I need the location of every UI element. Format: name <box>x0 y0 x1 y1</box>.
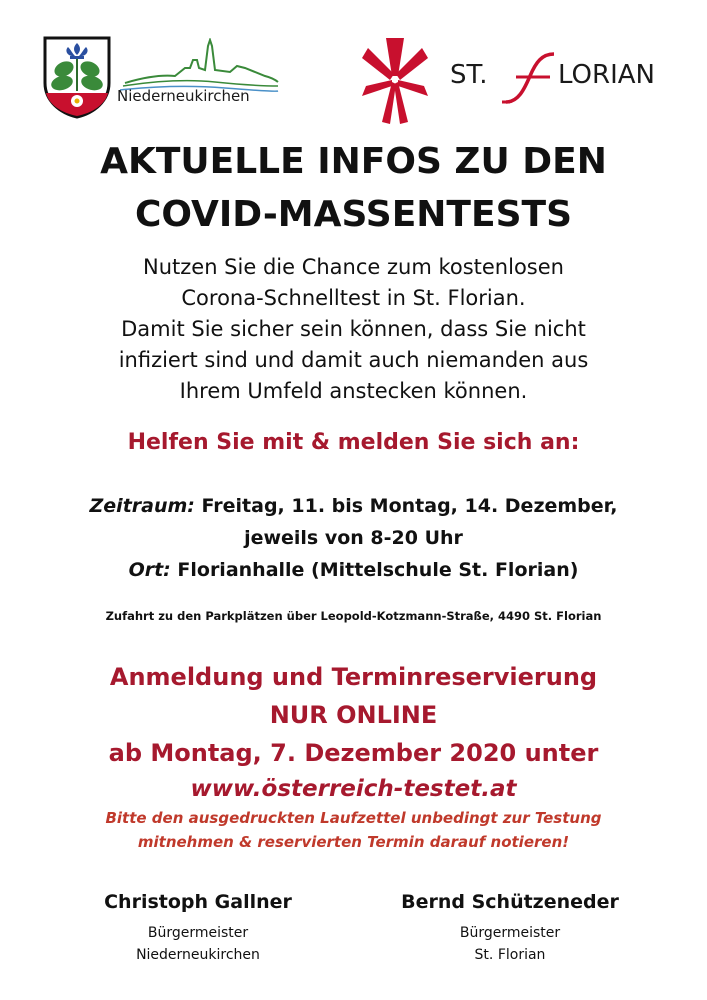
registration-line-3: ab Montag, 7. Dezember 2020 unter <box>108 739 599 767</box>
signer-place: St. Florian <box>474 947 546 963</box>
signer-role: Bürgermeister <box>459 925 561 941</box>
registration-line-2: NUR ONLINE <box>269 701 438 729</box>
signature-schuetzeneder <box>360 888 660 966</box>
printout-note-line-1: Bitte den ausgedruckten Laufzettel unbedingt zur Testung <box>105 809 602 827</box>
signer-name: Christoph Gallner <box>104 891 292 913</box>
niederneukirchen-logo <box>115 38 280 113</box>
intro-line: Corona-Schnelltest in St. Florian. <box>181 286 526 310</box>
signer-place: Niederneukirchen <box>136 947 260 963</box>
intro-line: Ihrem Umfeld anstecken können. <box>179 379 528 403</box>
place-line <box>0 554 707 586</box>
place-value: Florianhalle (Mittelschule St. Florian) <box>170 559 579 581</box>
call-to-action: Helfen Sie mit & melden Sie sich an: <box>127 430 580 455</box>
period-value: Freitag, 11. bis Montag, 14. Dezember, <box>194 495 618 517</box>
page-title-line-1: AKTUELLE INFOS ZU DEN <box>100 141 607 182</box>
signature-gallner <box>48 888 348 966</box>
printout-note <box>0 806 707 854</box>
page-title-line-2: COVID-MASSENTESTS <box>134 194 572 235</box>
intro-line: infiziert sind und damit auch niemanden aus <box>118 348 589 372</box>
intro-line: Nutzen Sie die Chance zum kostenlosen <box>143 255 564 279</box>
stflorian-mark-icon <box>362 36 428 124</box>
stflorian-st-text: ST. <box>450 60 488 90</box>
intro-line: Damit Sie sicher sein können, dass Sie nicht <box>121 317 586 341</box>
registration-block <box>0 658 707 772</box>
stflorian-wordmark <box>440 50 680 106</box>
place-label: Ort: <box>128 559 171 581</box>
intro-paragraph <box>20 252 687 407</box>
registration-line-1: Anmeldung und Terminreservierung <box>109 663 598 691</box>
schedule-block <box>0 490 707 586</box>
printout-note-line-2: mitnehmen & reservierten Termin darauf notieren! <box>137 833 570 851</box>
period-line <box>0 490 707 522</box>
village-skyline-icon <box>115 38 280 93</box>
niederneukirchen-crest-icon <box>42 35 112 119</box>
hours-line: jeweils von 8-20 Uhr <box>244 527 463 549</box>
stflorian-lorian-text: LORIAN <box>558 60 655 90</box>
parking-access-note: Zufahrt zu den Parkplätzen über Leopold-Kotzmann-Straße, 4490 St. Florian <box>105 609 602 623</box>
registration-url: www.österreich-testet.at <box>190 776 517 802</box>
signer-role: Bürgermeister <box>147 925 249 941</box>
niederneukirchen-wordmark: Niederneukirchen <box>117 87 250 105</box>
period-label: Zeitraum: <box>89 495 195 517</box>
logo-header <box>0 0 707 135</box>
signer-name: Bernd Schützeneder <box>401 891 619 913</box>
